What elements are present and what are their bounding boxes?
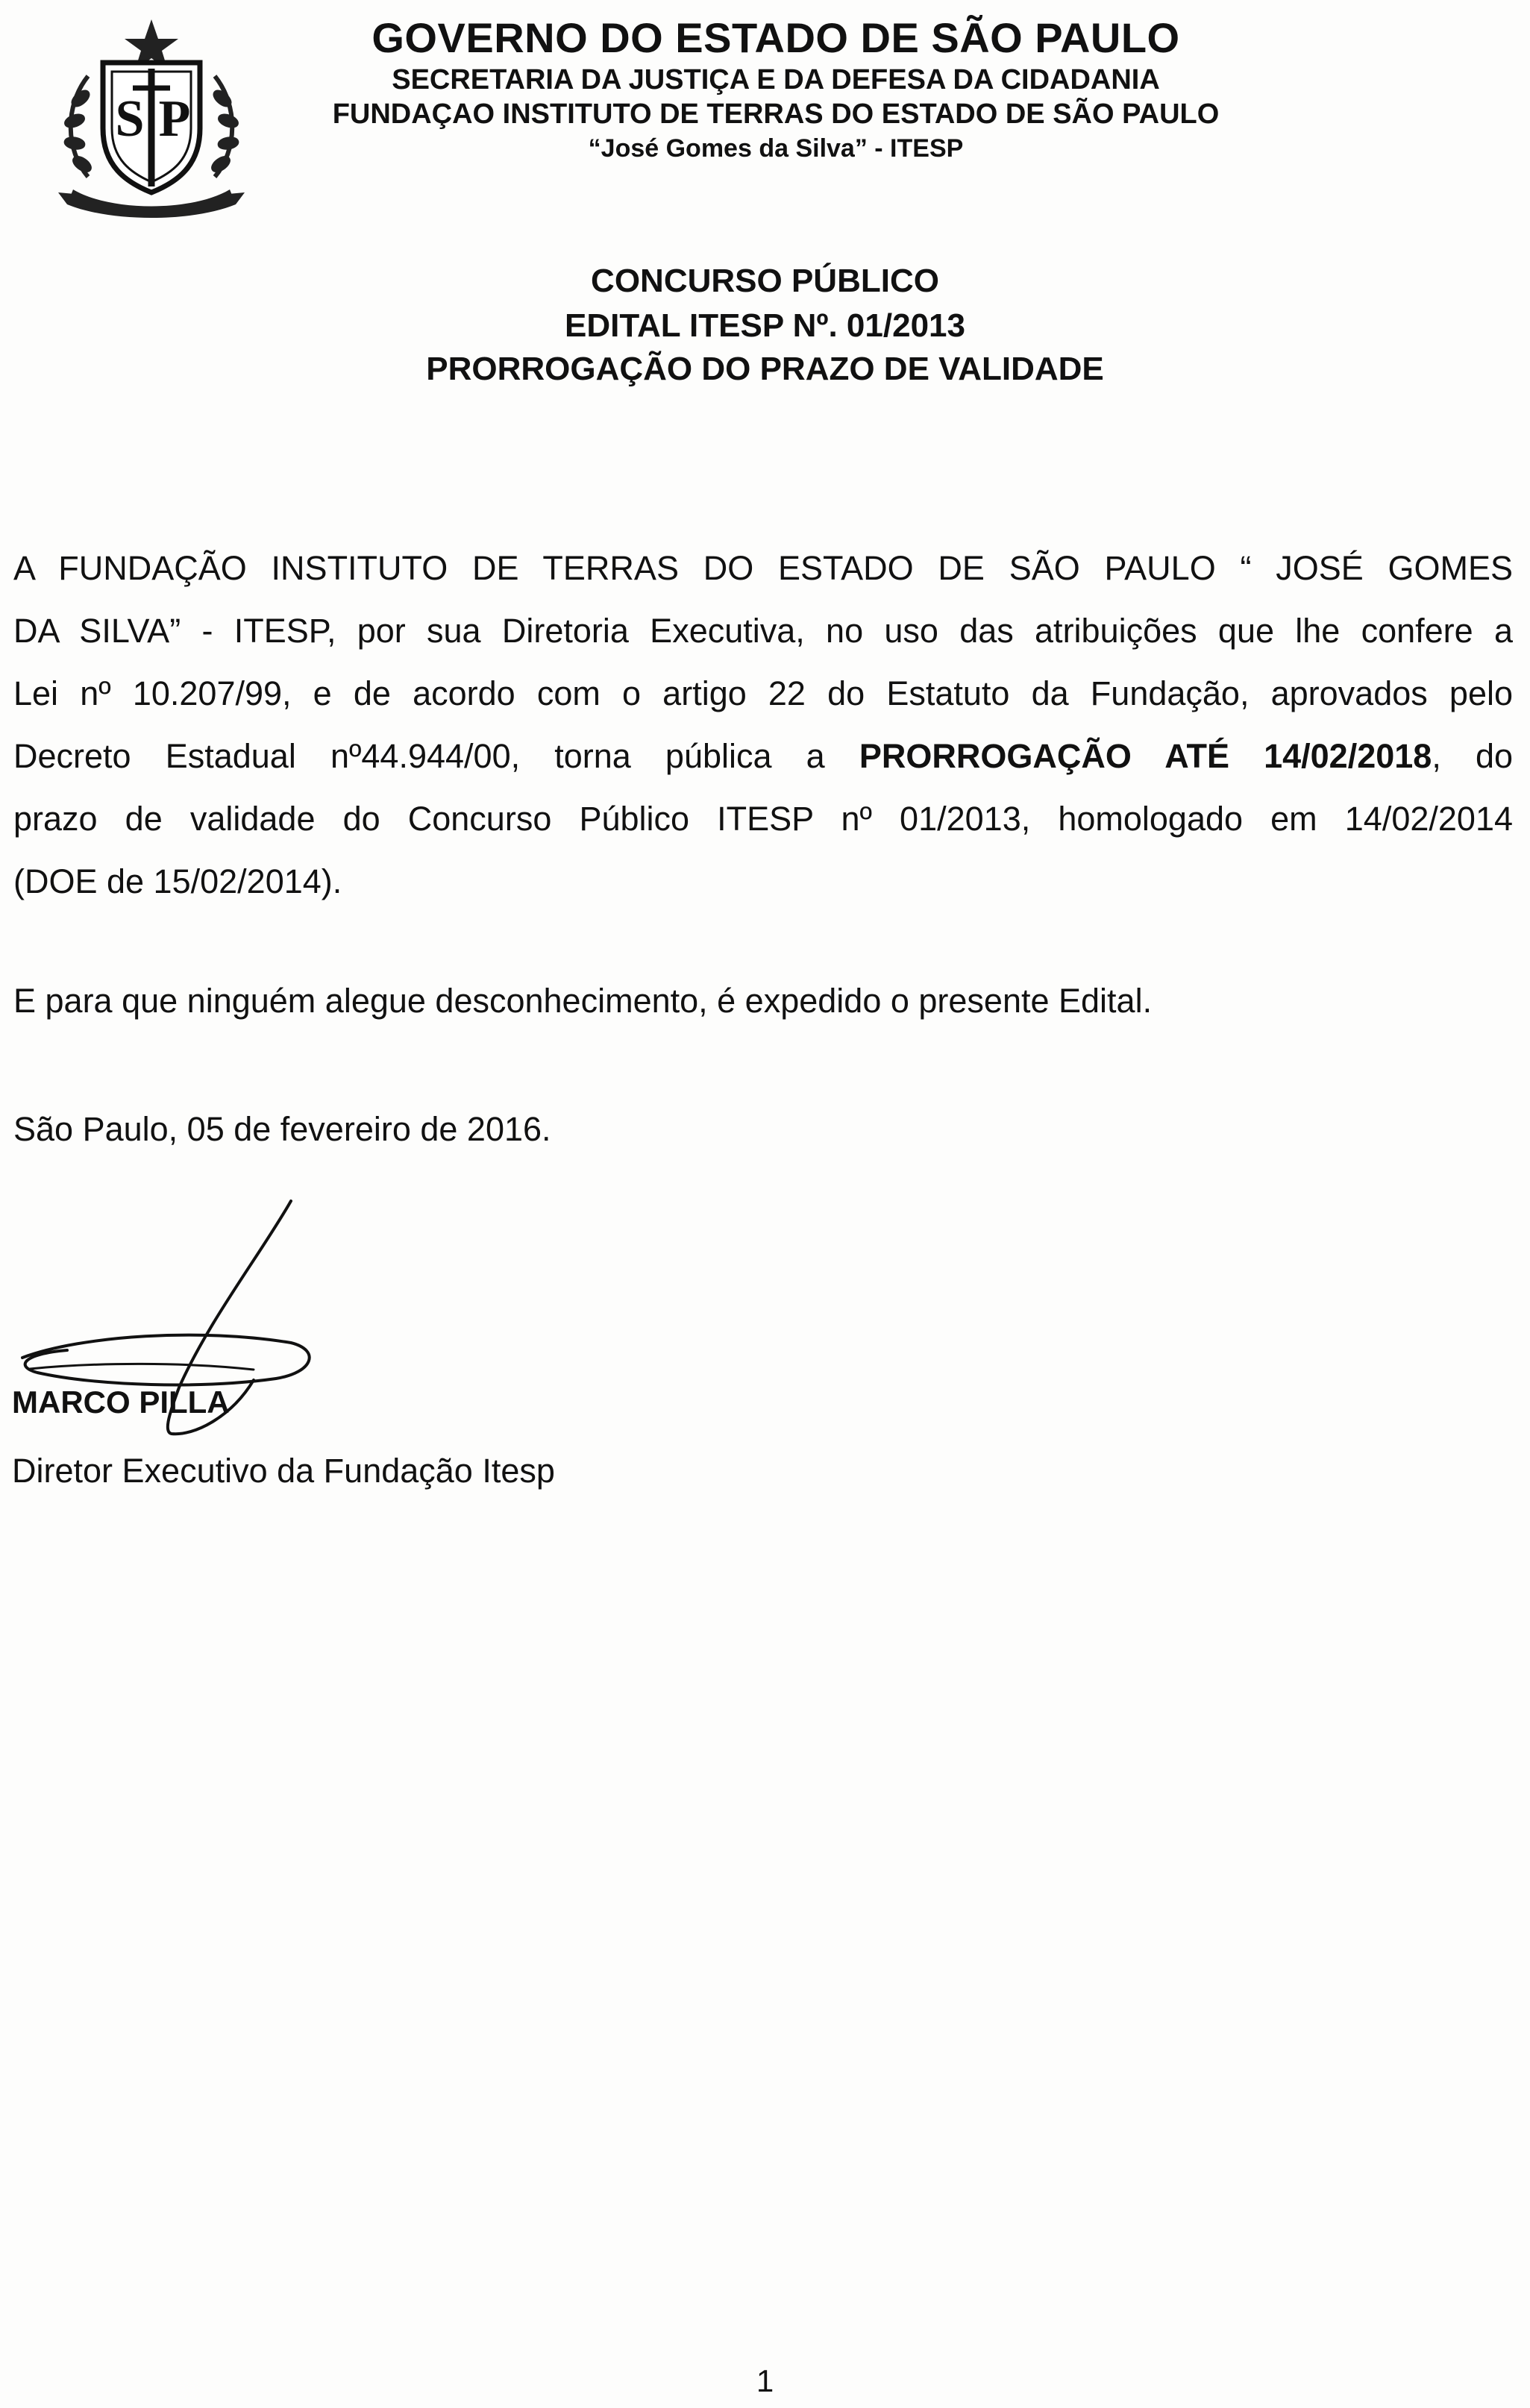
place-and-date: São Paulo, 05 de fevereiro de 2016. xyxy=(13,1110,551,1148)
paragraph-2: E para que ninguém alegue desconhecimento, é expedido o presente Edital. xyxy=(13,982,1153,1020)
paragraph-1-line-3: Lei nº 10.207/99, e de acordo com o artigo 22 do Estatuto da Fundação, aprovados pelo xyxy=(13,674,1513,712)
signer-role: Diretor Executivo da Fundação Itesp xyxy=(12,1452,555,1490)
document-title-line-2: EDITAL ITESP Nº. 01/2013 xyxy=(565,307,965,344)
document-title-line-1: CONCURSO PÚBLICO xyxy=(591,263,939,299)
paragraph-1-line-4 xyxy=(13,737,1513,776)
paragraph-1-line-6: (DOE de 15/02/2014). xyxy=(13,862,342,900)
extension-date-highlight: PRORROGAÇÃO ATÉ 14/02/2018 xyxy=(859,737,1432,775)
page-number: 1 xyxy=(756,2363,774,2398)
government-heading: GOVERNO DO ESTADO DE SÃO PAULO xyxy=(371,14,1180,61)
seal-p-letter: P xyxy=(158,90,191,148)
sao-paulo-coat-of-arms-icon xyxy=(58,16,245,218)
document-title-line-3: PRORROGAÇÃO DO PRAZO DE VALIDADE xyxy=(426,351,1104,387)
foundation-heading: FUNDAÇAO INSTITUTO DE TERRAS DO ESTADO DE SÃO PAULO xyxy=(332,98,1220,130)
paragraph-1-line-4-text-b: , do xyxy=(1432,737,1513,775)
seal-s-letter: S xyxy=(115,90,145,148)
signer-name: MARCO PILLA xyxy=(12,1385,230,1420)
foundation-name-heading: “José Gomes da Silva” - ITESP xyxy=(588,134,964,163)
paragraph-1-line-1: A FUNDAÇÃO INSTITUTO DE TERRAS DO ESTADO DE SÃO PAULO “ JOSÉ GOMES xyxy=(13,549,1513,587)
paragraph-1-line-5: prazo de validade do Concurso Público ITESP nº 01/2013, homologado em 14/02/2014 xyxy=(13,800,1513,838)
paragraph-1-line-4-text-a: Decreto Estadual nº44.944/00, torna pública a xyxy=(13,737,859,775)
paragraph-1-line-2: DA SILVA” - ITESP, por sua Diretoria Executiva, no uso das atribuições que lhe confere a xyxy=(13,612,1513,650)
secretariat-heading: SECRETARIA DA JUSTIÇA E DA DEFESA DA CIDADANIA xyxy=(392,64,1160,95)
